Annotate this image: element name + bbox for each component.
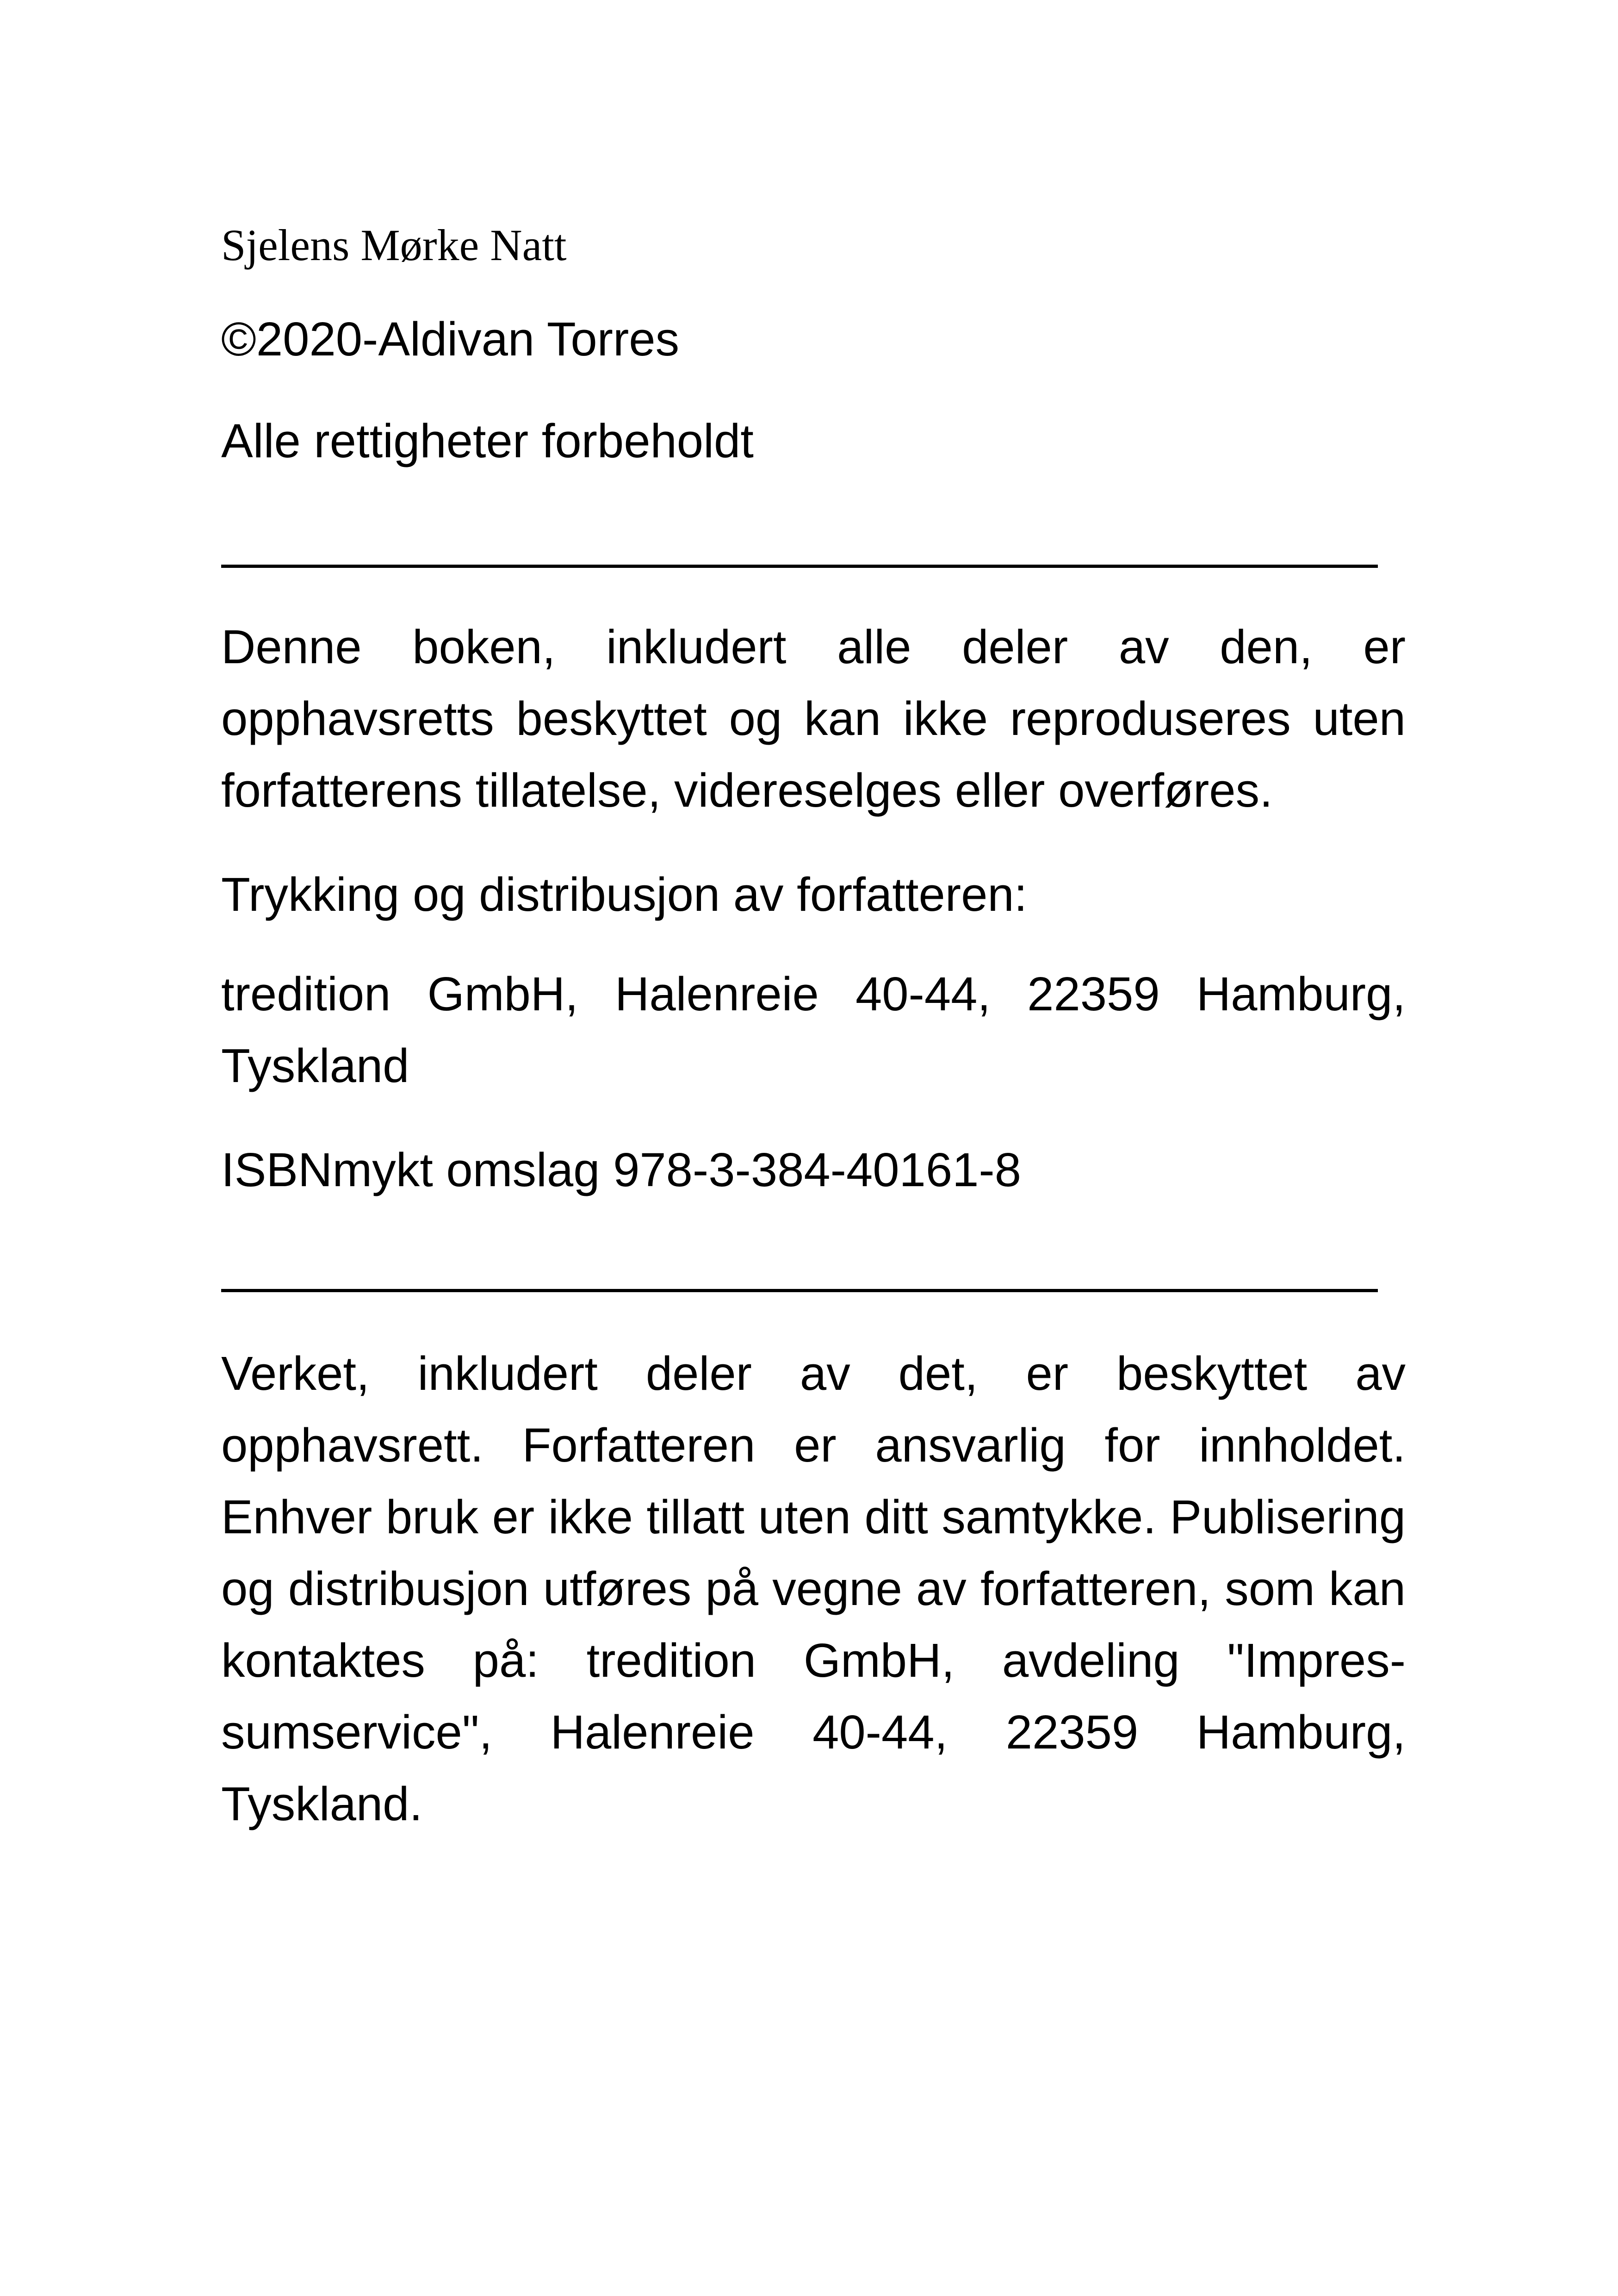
publisher-address: tredition GmbH, Halenreie 40-44, 22359 Hamburg, Tyskland xyxy=(221,967,1406,1092)
book-title: Sjelens Mørke Natt xyxy=(221,220,567,270)
separator-rule-top xyxy=(221,565,1378,568)
rights-reserved-line: Alle rettigheter forbeholdt xyxy=(221,414,754,467)
printing-distribution-label: Trykking og distribusjon av forfatteren: xyxy=(221,868,1028,921)
legal-paragraph: Verket, inkludert deler av det, er beskyttet av opphavsrett. Forfatteren er ansvarlig for innholdet. Enhver bruk er ikke tillatt uten ditt samtykke. Publisering og distribusjon utføres på vegne av forfatteren, som kan kontaktes på: tredition GmbH, avdeling "Impres-sumservice", Halenreie 40-44, 22359 Hamburg, Tyskland. xyxy=(221,1347,1406,1830)
isbn-line: ISBNmykt omslag 978-3-384-40161-8 xyxy=(221,1143,1021,1196)
separator-rule-bottom xyxy=(221,1289,1378,1292)
copyright-notice-paragraph: Denne boken, inkludert alle deler av den, er opphavsretts beskyttet og kan ikke reproduseres uten forfatterens tillatelse, videreselges eller overføres. xyxy=(221,620,1406,817)
copyright-line: ©2020-Aldivan Torres xyxy=(221,312,680,366)
